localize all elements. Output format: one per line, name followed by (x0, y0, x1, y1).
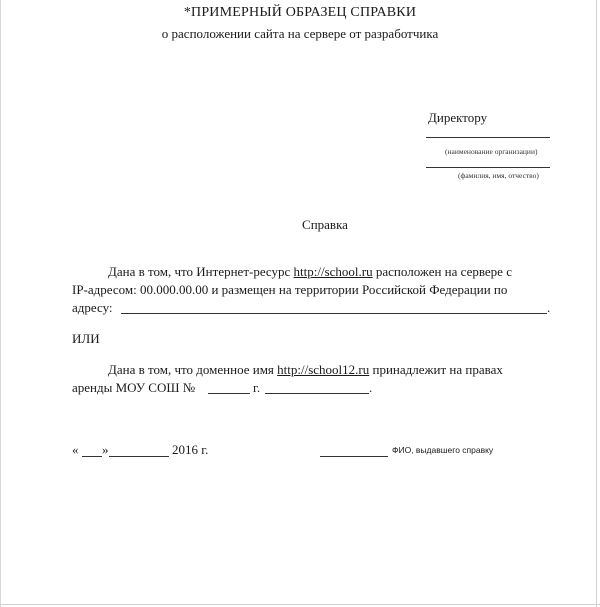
date-period: . (369, 380, 373, 395)
paragraph2-line1 (108, 362, 503, 378)
paragraph2-text-post: принадлежит на правах (369, 362, 503, 377)
fullname-caption: (фамилия, имя, отчество) (458, 171, 539, 180)
footer-quote-close: » (102, 442, 109, 457)
paragraph1-line1 (108, 264, 512, 280)
paragraph1-text-pre: Дана в том, что Интернет-ресурс (108, 264, 294, 279)
footer-day-line (82, 456, 102, 457)
addressee-director: Директору (428, 110, 488, 125)
school-number-line (208, 393, 250, 394)
date-line (265, 393, 369, 394)
document-title: *ПРИМЕРНЫЙ ОБРАЗЕЦ СПРАВКИ (183, 5, 417, 20)
footer-year: 2016 г. (172, 442, 209, 457)
address-line (121, 313, 547, 314)
paragraph2-line2-b: г. (253, 380, 261, 395)
page-border-right (596, 0, 597, 607)
site-link-school[interactable]: http://school.ru (293, 264, 373, 279)
signature-line (320, 456, 388, 457)
paragraph1-line2: IP-адресом: 00.000.00.00 и размещен на территории Российской Федерации по (72, 282, 508, 297)
paragraph1-line3: адресу: (72, 300, 113, 315)
org-name-caption: (наименование организации) (445, 147, 538, 156)
address-period: . (547, 300, 551, 315)
document-subtitle: о расположении сайта на сервере от разработчика (161, 26, 439, 41)
footer-quote-open: « (72, 442, 79, 457)
footer-month-line (109, 456, 169, 457)
org-name-line (426, 137, 550, 138)
fullname-line (426, 167, 550, 168)
or-separator: ИЛИ (72, 331, 100, 346)
paragraph2-line2-a: аренды МОУ СОШ № (72, 380, 196, 395)
certificate-heading: Справка (302, 217, 348, 232)
fio-label: ФИО, выдавшего справку (392, 445, 494, 455)
paragraph1-text-post: расположен на сервере с (372, 264, 512, 279)
page-border-bottom (0, 604, 600, 605)
site-link-school12[interactable]: http://school12.ru (277, 362, 370, 377)
paragraph2-text-pre: Дана в том, что доменное имя (108, 362, 278, 377)
page-border-left (0, 0, 1, 607)
